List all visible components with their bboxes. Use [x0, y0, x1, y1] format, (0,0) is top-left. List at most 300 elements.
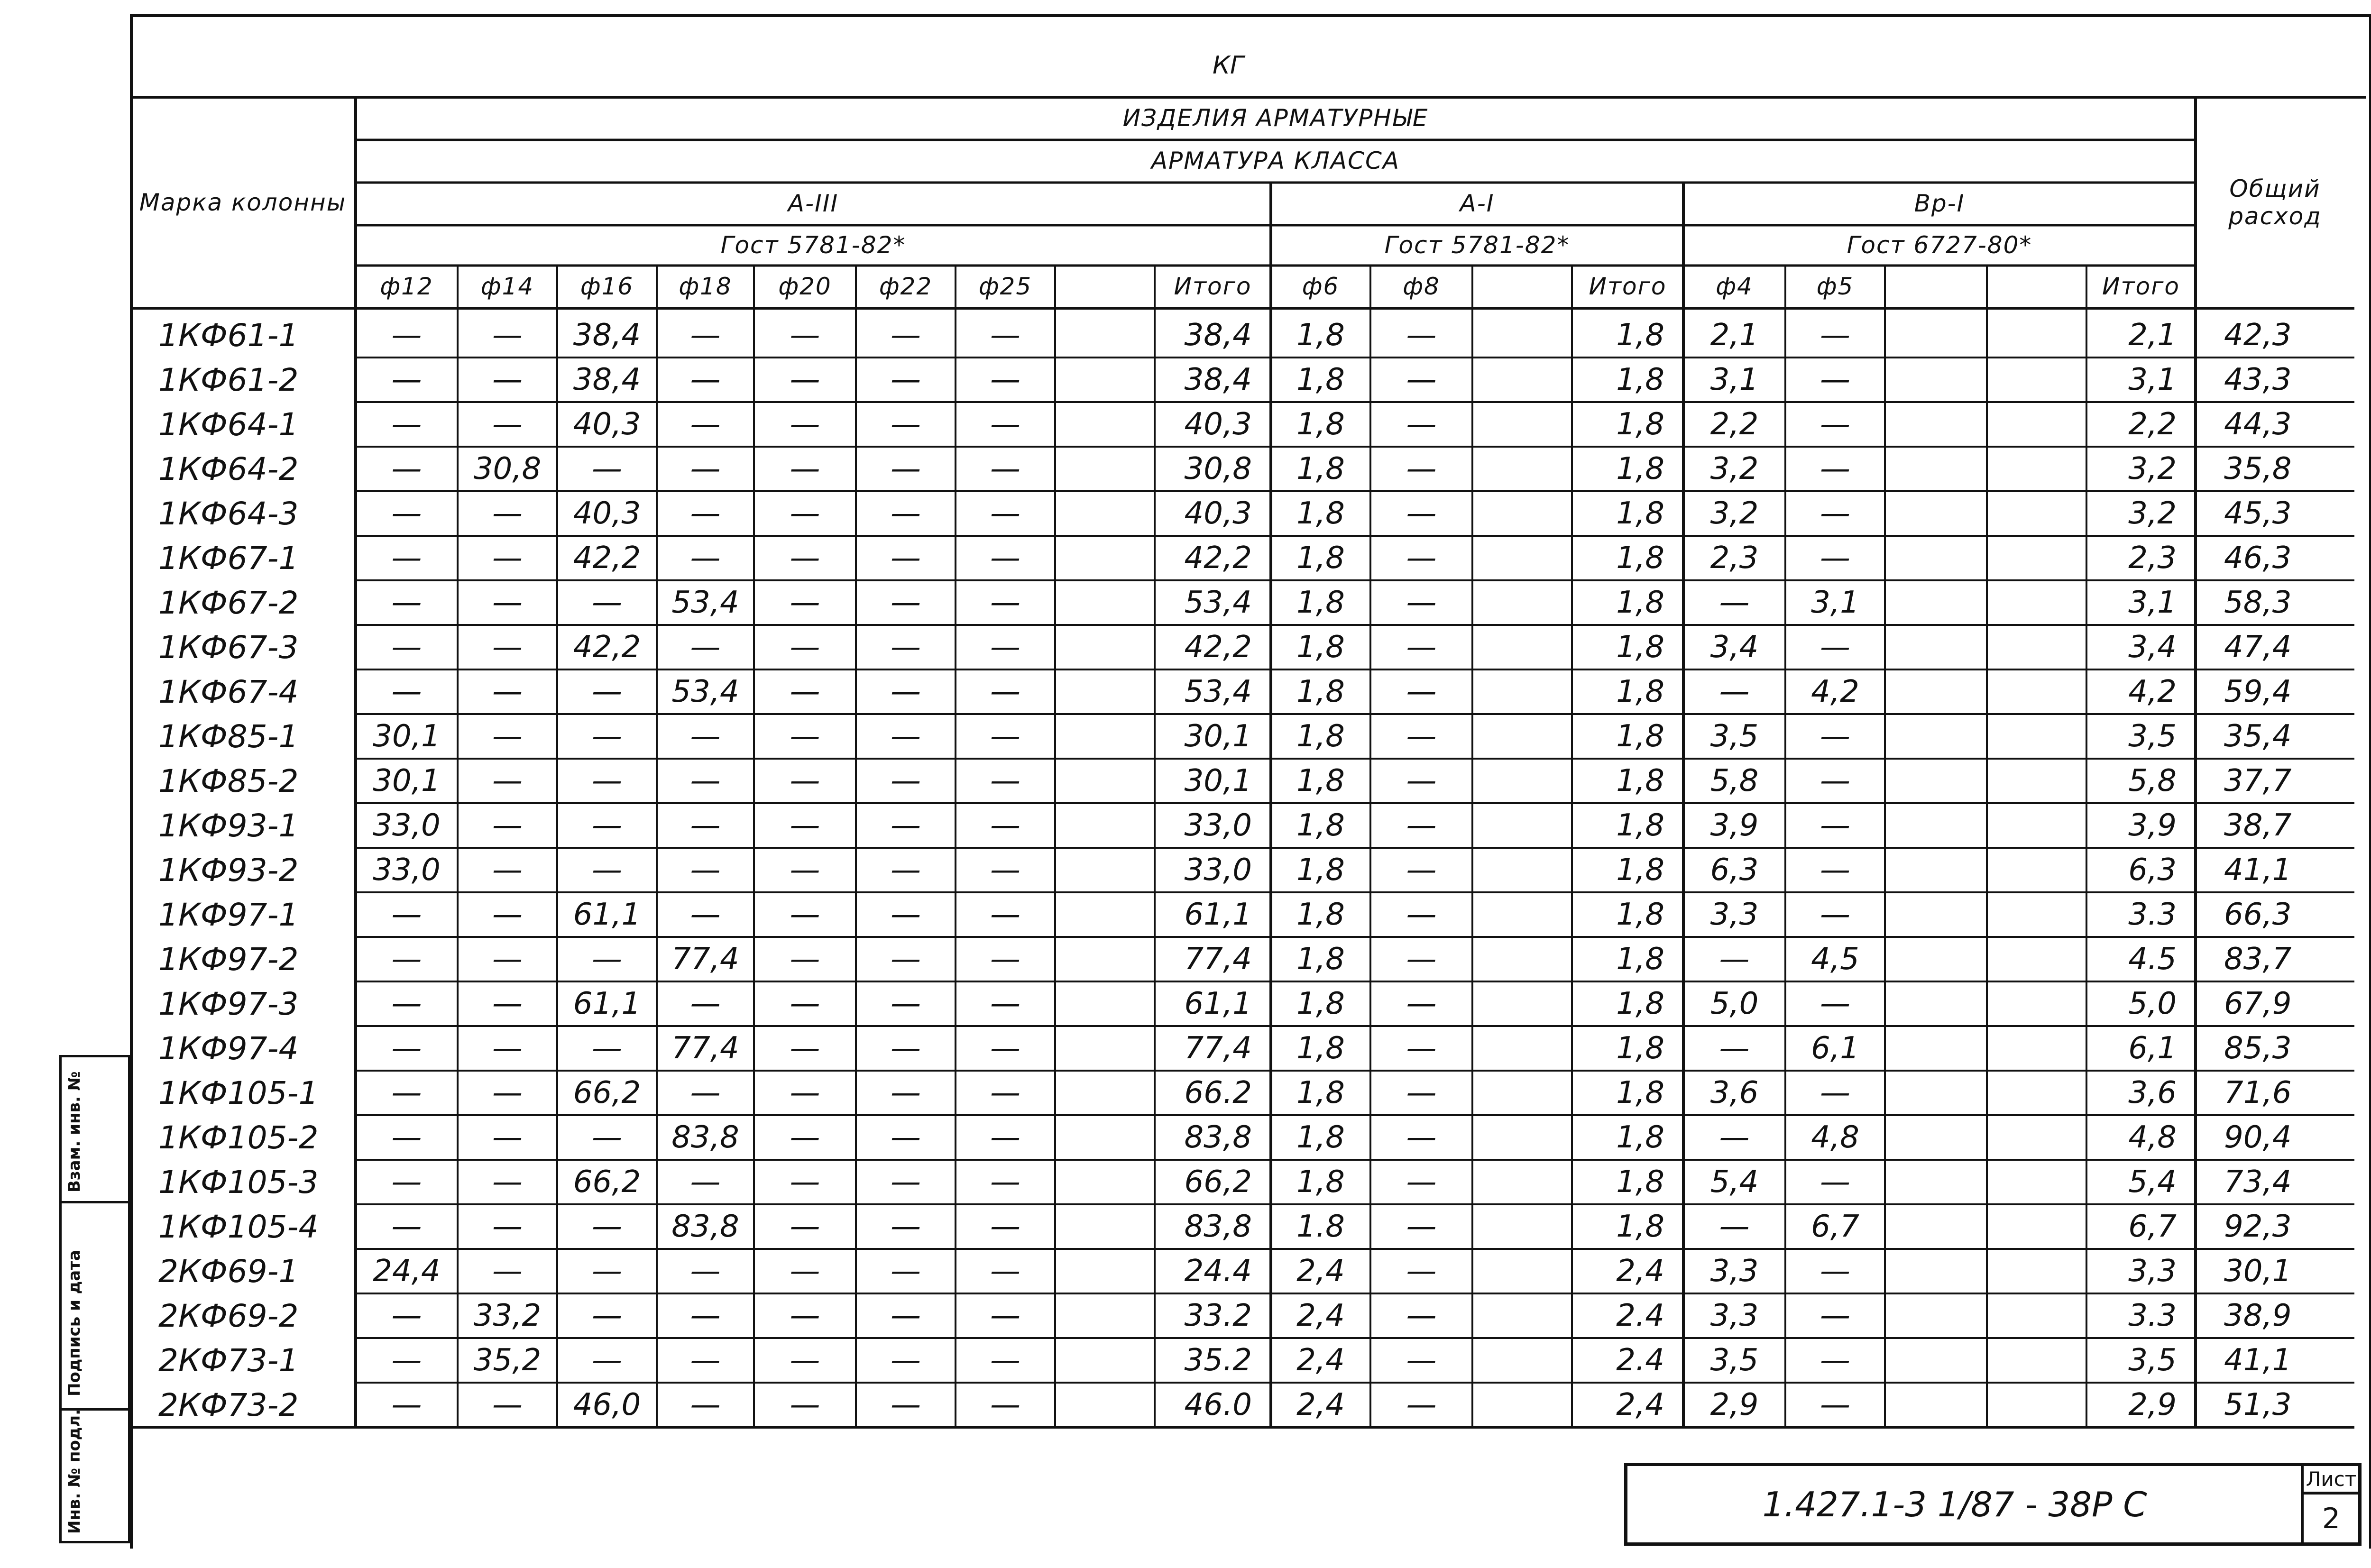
rebar-weight-cell: — [1406, 1298, 1437, 1333]
rebar-weight-cell: — [790, 362, 820, 397]
rebar-weight-cell [1885, 1160, 1987, 1204]
subtotal-cell: 61,1 [1184, 986, 1252, 1021]
rebar-weight-cell: 61,1 [573, 897, 641, 932]
subtotal-cell: 40,3 [1184, 496, 1252, 531]
rebar-weight-cell: — [790, 674, 820, 709]
rebar-weight-cell: — [891, 1165, 921, 1200]
rebar-weight-cell: 3,3 [1710, 1254, 1759, 1289]
rebar-weight-cell: 1,8 [1296, 407, 1345, 442]
rebar-weight-cell [1987, 1071, 2086, 1115]
subtotal-cell: 1,8 [1616, 1075, 1664, 1110]
subtotal-cell: 2,3 [2128, 541, 2177, 576]
rebar-weight-cell: 30,8 [473, 451, 542, 486]
subtotal-cell: 3,1 [2128, 585, 2177, 620]
rebar-weight-cell: 1,8 [1296, 1031, 1345, 1066]
diameter-column-header: ф12 [380, 273, 433, 301]
rebar-weight-cell: — [990, 585, 1020, 620]
rebar-weight-cell [1055, 669, 1155, 714]
rebar-weight-cell: 1,8 [1296, 853, 1345, 888]
rebar-weight-cell [1472, 1249, 1572, 1293]
subtotal-cell: 3,2 [2128, 451, 2177, 486]
stamp-signature-label: Подпись и дата [65, 1250, 84, 1396]
rebar-weight-cell: — [790, 1209, 820, 1244]
rebar-weight-cell: — [891, 897, 921, 932]
diameter-column-header: Итого [2102, 273, 2180, 301]
rebar-weight-cell: — [592, 808, 622, 843]
rebar-weight-cell: — [492, 496, 523, 531]
rebar-weight-cell: — [1820, 1298, 1850, 1333]
subtotal-cell: 38,4 [1184, 362, 1252, 397]
column-mark-cell: 1КФ67-1 [158, 540, 299, 577]
rebar-weight-cell [1472, 1293, 1572, 1338]
rebar-weight-cell [1472, 803, 1572, 848]
rebar-weight-cell: — [891, 496, 921, 531]
rebar-weight-cell: — [891, 1075, 921, 1110]
rebar-weight-cell: — [790, 986, 820, 1021]
diameter-column-header [1055, 266, 1155, 308]
rebar-weight-cell [1885, 580, 1987, 625]
rebar-weight-cell: — [990, 1387, 1020, 1422]
rebar-weight-cell: — [1719, 585, 1750, 620]
total-consumption-cell: 59,4 [2224, 674, 2292, 709]
subtotal-cell: 1,8 [1616, 630, 1664, 665]
rebar-weight-cell [1885, 1383, 1987, 1427]
rebar-weight-cell: — [790, 585, 820, 620]
rebar-weight-cell: 1.8 [1296, 1209, 1345, 1244]
rebar-weight-cell: — [391, 1120, 422, 1155]
diameter-column-header: ф22 [879, 273, 933, 301]
subtotal-cell: 1,8 [1616, 1031, 1664, 1066]
rebar-weight-cell: — [592, 942, 622, 977]
rebar-weight-cell: 1,8 [1296, 897, 1345, 932]
subtotal-cell: 1,8 [1616, 318, 1664, 353]
column-mark-cell: 1КФ105-2 [158, 1119, 319, 1156]
rebar-weight-cell [1885, 1071, 1987, 1115]
rebar-weight-cell [1055, 714, 1155, 759]
rebar-weight-cell: — [492, 541, 523, 576]
rebar-weight-cell [1055, 447, 1155, 491]
rebar-weight-cell [1472, 848, 1572, 892]
subtotal-cell: 1,8 [1616, 808, 1664, 843]
rebar-weight-cell: — [790, 1031, 820, 1066]
rebar-weight-cell [1885, 447, 1987, 491]
total-consumption-cell: 73,4 [2224, 1165, 2292, 1200]
rebar-weight-cell: — [1719, 1209, 1750, 1244]
subtotal-cell: 61,1 [1184, 897, 1252, 932]
rebar-weight-cell: — [1719, 1120, 1750, 1155]
total-consumption-cell: 85,3 [2224, 1031, 2292, 1066]
document-code: 1.427.1-3 1/87 - 38Р С [1762, 1484, 2147, 1524]
rebar-weight-cell: — [990, 1254, 1020, 1289]
gost-group-0: Гост 5781-82* [720, 231, 906, 259]
rebar-weight-cell: 3,2 [1710, 451, 1759, 486]
rebar-weight-cell [1472, 1383, 1572, 1427]
rebar-weight-cell: — [1406, 318, 1437, 353]
subtotal-cell: 6,1 [2128, 1031, 2177, 1066]
subtotal-cell: 66,2 [1184, 1165, 1252, 1200]
rebar-weight-cell: 2,2 [1710, 407, 1759, 442]
rebar-weight-cell [1055, 803, 1155, 848]
rebar-weight-cell: 1,8 [1296, 942, 1345, 977]
rebar-weight-cell: 5,4 [1710, 1165, 1759, 1200]
rebar-weight-cell: — [492, 1254, 523, 1289]
rebar-weight-cell: — [492, 808, 523, 843]
rebar-weight-cell: 3,9 [1710, 808, 1759, 843]
rebar-weight-cell [1885, 714, 1987, 759]
rebar-weight-cell: — [492, 630, 523, 665]
rebar-weight-cell: 1,8 [1296, 496, 1345, 531]
column-mark-cell: 1КФ105-3 [158, 1164, 319, 1201]
rebar-weight-cell: — [1406, 763, 1437, 798]
rebar-weight-cell [1885, 803, 1987, 848]
subtotal-cell: 3,9 [2128, 808, 2177, 843]
mark-column-header: Марка колонны [139, 188, 347, 216]
rebar-weight-cell: — [492, 853, 523, 888]
rebar-weight-cell: — [1406, 1343, 1437, 1378]
subtotal-cell: 3,3 [2128, 1254, 2177, 1289]
rebar-weight-cell: 3,1 [1811, 585, 1859, 620]
column-mark-cell: 1КФ85-1 [158, 718, 299, 755]
rebar-weight-cell: — [492, 674, 523, 709]
rebar-weight-cell: — [492, 318, 523, 353]
rebar-weight-cell [1055, 1293, 1155, 1338]
rebar-weight-cell: — [391, 496, 422, 531]
rebar-weight-cell [1472, 1160, 1572, 1204]
subtotal-cell: 83,8 [1184, 1120, 1252, 1155]
subtotal-cell: 3,4 [2128, 630, 2177, 665]
rebar-weight-cell: — [790, 719, 820, 754]
rebar-weight-cell: — [592, 1298, 622, 1333]
total-consumption-cell: 47,4 [2224, 630, 2292, 665]
rebar-weight-cell [1885, 981, 1987, 1026]
rebar-weight-cell: — [391, 897, 422, 932]
rebar-weight-cell: — [990, 853, 1020, 888]
rebar-weight-cell: — [990, 1298, 1020, 1333]
rebar-weight-cell: — [891, 1209, 921, 1244]
rebar-weight-cell: — [492, 1031, 523, 1066]
rebar-weight-cell: 1,8 [1296, 630, 1345, 665]
total-consumption-cell: 51,3 [2224, 1387, 2292, 1422]
rebar-weight-cell: — [891, 719, 921, 754]
subtotal-cell: 1,8 [1616, 496, 1664, 531]
subtotal-cell: 2.4 [1616, 1343, 1664, 1378]
rebar-weight-cell: — [1820, 1075, 1850, 1110]
rebar-weight-cell: — [891, 674, 921, 709]
rebar-weight-cell: 4,5 [1811, 942, 1859, 977]
total-consumption-cell: 58,3 [2224, 585, 2292, 620]
rebar-weight-cell: — [391, 1387, 422, 1422]
rebar-weight-cell: — [391, 942, 422, 977]
rebar-weight-cell: 3,5 [1710, 1343, 1759, 1378]
rebar-weight-cell: 1,8 [1296, 1165, 1345, 1200]
rebar-weight-cell: — [790, 942, 820, 977]
rebar-weight-cell: 83,8 [671, 1120, 739, 1155]
rebar-weight-cell: — [790, 1254, 820, 1289]
rebar-weight-cell [1472, 981, 1572, 1026]
total-consumption-cell: 44,3 [2224, 407, 2292, 442]
rebar-weight-cell: — [891, 1387, 921, 1422]
rebar-weight-cell [1472, 1071, 1572, 1115]
rebar-weight-cell [1885, 669, 1987, 714]
rebar-weight-cell: — [492, 1209, 523, 1244]
rebar-weight-cell: 1,8 [1296, 808, 1345, 843]
rebar-weight-cell: — [891, 763, 921, 798]
rebar-weight-cell: 6,7 [1811, 1209, 1859, 1244]
rebar-weight-cell [1055, 759, 1155, 803]
rebar-weight-cell: — [891, 541, 921, 576]
rebar-weight-cell: 5,0 [1710, 986, 1759, 1021]
rebar-weight-cell: — [990, 808, 1020, 843]
rebar-weight-cell [1472, 491, 1572, 536]
total-consumption-cell: 41,1 [2224, 1343, 2292, 1378]
rebar-weight-cell: 3,3 [1710, 897, 1759, 932]
total-consumption-cell: 42,3 [2224, 318, 2292, 353]
rebar-weight-cell: 66,2 [573, 1075, 641, 1110]
rebar-weight-cell: — [1406, 496, 1437, 531]
subtotal-cell: 1,8 [1616, 362, 1664, 397]
column-mark-cell: 1КФ64-2 [158, 450, 299, 487]
rebar-weight-cell [1987, 1249, 2086, 1293]
subtotal-cell: 66.2 [1184, 1075, 1252, 1110]
rebar-weight-cell [1987, 759, 2086, 803]
rebar-weight-cell: 46,0 [573, 1387, 641, 1422]
rebar-weight-cell [1885, 1115, 1987, 1160]
column-mark-cell: 2КФ69-1 [158, 1253, 299, 1290]
rebar-weight-cell: 42,2 [573, 541, 641, 576]
rebar-weight-cell [1472, 447, 1572, 491]
rebar-weight-cell: 2,4 [1296, 1254, 1345, 1289]
rebar-weight-cell [1885, 358, 1987, 402]
rebar-weight-cell: — [690, 808, 721, 843]
subtotal-cell: 35.2 [1184, 1343, 1252, 1378]
rebar-weight-cell: — [790, 318, 820, 353]
subtotal-cell: 2,1 [2128, 318, 2177, 353]
rebar-weight-cell: — [1820, 541, 1850, 576]
rebar-weight-cell: — [690, 1165, 721, 1200]
rebar-weight-cell: — [1406, 1387, 1437, 1422]
subtotal-cell: 3,1 [2128, 362, 2177, 397]
column-mark-cell: 1КФ67-3 [158, 629, 299, 666]
rebar-weight-cell: 2,1 [1710, 318, 1759, 353]
rebar-weight-cell [1055, 1383, 1155, 1427]
rebar-weight-cell: — [990, 763, 1020, 798]
subtotal-cell: 77,4 [1184, 1031, 1252, 1066]
rebar-weight-cell: — [1406, 1075, 1437, 1110]
rebar-weight-cell: — [1406, 630, 1437, 665]
rebar-weight-cell [1472, 1204, 1572, 1249]
rebar-weight-cell: — [592, 719, 622, 754]
total-consumption-cell: 45,3 [2224, 496, 2292, 531]
rebar-weight-cell: — [1820, 407, 1850, 442]
rebar-weight-cell [1055, 1115, 1155, 1160]
rebar-weight-cell [1472, 669, 1572, 714]
rebar-weight-cell [1472, 313, 1572, 358]
rebar-weight-cell: 3,5 [1710, 719, 1759, 754]
subtotal-cell: 1,8 [1616, 451, 1664, 486]
rebar-weight-cell: — [690, 763, 721, 798]
rebar-weight-cell: — [690, 318, 721, 353]
rebar-weight-cell: — [1406, 1120, 1437, 1155]
total-consumption-cell: 37,7 [2224, 763, 2292, 798]
rebar-weight-cell: 1,8 [1296, 451, 1345, 486]
rebar-weight-cell [1472, 892, 1572, 937]
column-mark-cell: 1КФ64-1 [158, 406, 299, 443]
rebar-weight-cell: — [990, 451, 1020, 486]
rebar-weight-cell [1885, 937, 1987, 981]
rebar-weight-cell [1472, 1026, 1572, 1071]
rebar-weight-cell [1885, 313, 1987, 358]
rebar-weight-cell: 24,4 [373, 1254, 441, 1289]
rebar-weight-cell [1987, 848, 2086, 892]
rebar-weight-cell: 2,4 [1296, 1298, 1345, 1333]
rebar-weight-cell: — [690, 496, 721, 531]
column-mark-cell: 2КФ69-2 [158, 1297, 299, 1334]
diameter-column-header: ф16 [580, 273, 634, 301]
rebar-weight-cell [1885, 759, 1987, 803]
subtotal-cell: 1,8 [1616, 853, 1664, 888]
subtotal-cell: 3,5 [2128, 1343, 2177, 1378]
subtotal-cell: 33,0 [1184, 853, 1252, 888]
rebar-weight-cell: — [492, 585, 523, 620]
rebar-weight-cell: — [1820, 1165, 1850, 1200]
rebar-weight-cell: — [690, 407, 721, 442]
subtotal-cell: 2,4 [1616, 1254, 1664, 1289]
subtotal-cell: 42,2 [1184, 630, 1252, 665]
rebar-weight-cell [1472, 358, 1572, 402]
subtotal-cell: 40,3 [1184, 407, 1252, 442]
rebar-weight-cell: — [592, 1209, 622, 1244]
rebar-weight-cell: — [1406, 853, 1437, 888]
subtotal-cell: 83,8 [1184, 1209, 1252, 1244]
rebar-weight-cell: — [790, 496, 820, 531]
rebar-weight-cell: — [990, 942, 1020, 977]
subtotal-cell: 1,8 [1616, 897, 1664, 932]
rebar-weight-cell: — [1406, 986, 1437, 1021]
rebar-weight-cell: — [492, 1387, 523, 1422]
products-header: ИЗДЕЛИЯ АРМАТУРНЫЕ [1122, 104, 1429, 132]
rebar-weight-cell [1472, 714, 1572, 759]
rebar-weight-cell: 1,8 [1296, 986, 1345, 1021]
rebar-weight-cell [1885, 1026, 1987, 1071]
rebar-weight-cell: — [690, 630, 721, 665]
class-group-0: А-III [788, 190, 839, 218]
rebar-weight-cell: 53,4 [671, 585, 739, 620]
total-consumption-cell: 38,7 [2224, 808, 2292, 843]
class-header: АРМАТУРА КЛАССА [1151, 147, 1400, 175]
rebar-weight-cell: — [391, 451, 422, 486]
diameter-column-header: ф25 [978, 273, 1032, 301]
title-block [1624, 1463, 2362, 1546]
rebar-weight-cell: — [492, 719, 523, 754]
rebar-weight-cell: — [1406, 897, 1437, 932]
rebar-weight-cell: — [690, 1075, 721, 1110]
subtotal-cell: 1,8 [1616, 986, 1664, 1021]
rebar-weight-cell: — [891, 1031, 921, 1066]
rebar-weight-cell: 77,4 [671, 942, 739, 977]
rebar-weight-cell [1987, 1115, 2086, 1160]
rebar-weight-cell [1885, 402, 1987, 447]
rebar-weight-cell: — [990, 496, 1020, 531]
rebar-weight-cell: 1,8 [1296, 1120, 1345, 1155]
rebar-weight-cell: 1,8 [1296, 585, 1345, 620]
subtotal-cell: 53,4 [1184, 585, 1252, 620]
rebar-weight-cell: 1,8 [1296, 362, 1345, 397]
subtotal-cell: 1,8 [1616, 674, 1664, 709]
rebar-weight-cell [1885, 1338, 1987, 1383]
rebar-weight-cell [1987, 937, 2086, 981]
rebar-weight-cell [1472, 937, 1572, 981]
rebar-weight-cell: — [391, 1075, 422, 1110]
rebar-weight-cell: — [1406, 1254, 1437, 1289]
column-mark-cell: 2КФ73-1 [158, 1342, 299, 1379]
rebar-weight-cell: — [1820, 362, 1850, 397]
subtotal-cell: 33.2 [1184, 1298, 1252, 1333]
rebar-weight-cell: — [391, 541, 422, 576]
rebar-weight-cell: — [592, 1254, 622, 1289]
rebar-weight-cell: — [690, 986, 721, 1021]
rebar-weight-cell: — [1406, 1165, 1437, 1200]
rebar-weight-cell: — [790, 1387, 820, 1422]
subtotal-cell: 6,7 [2128, 1209, 2177, 1244]
rebar-weight-cell: — [690, 541, 721, 576]
rebar-weight-cell: — [1820, 763, 1850, 798]
rebar-weight-cell [1055, 981, 1155, 1026]
diameter-column-header: ф20 [778, 273, 832, 301]
rebar-weight-cell: 1,8 [1296, 674, 1345, 709]
rebar-weight-cell [1472, 625, 1572, 669]
subtotal-cell: 3,6 [2128, 1075, 2177, 1110]
rebar-weight-cell: — [1820, 451, 1850, 486]
rebar-weight-cell [1885, 892, 1987, 937]
rebar-weight-cell: — [690, 897, 721, 932]
class-group-2: Вр-I [1914, 190, 1965, 218]
rebar-weight-cell: — [592, 674, 622, 709]
subtotal-cell: 5,8 [2128, 763, 2177, 798]
rebar-weight-cell: — [790, 1165, 820, 1200]
rebar-weight-cell: — [391, 407, 422, 442]
subtotal-cell: 3.3 [2128, 897, 2177, 932]
rebar-weight-cell: — [1719, 674, 1750, 709]
rebar-weight-cell: — [391, 585, 422, 620]
rebar-weight-cell: — [592, 585, 622, 620]
rebar-weight-cell: — [891, 853, 921, 888]
rebar-weight-cell: — [391, 674, 422, 709]
rebar-weight-cell: 1,8 [1296, 318, 1345, 353]
rebar-weight-cell [1885, 848, 1987, 892]
column-mark-cell: 1КФ93-2 [158, 852, 299, 889]
total-consumption-cell: 41,1 [2224, 853, 2292, 888]
subtotal-cell: 1,8 [1616, 407, 1664, 442]
rebar-weight-cell: — [690, 362, 721, 397]
column-mark-cell: 1КФ64-3 [158, 495, 299, 532]
rebar-weight-cell: — [690, 1254, 721, 1289]
subtotal-cell: 5,0 [2128, 986, 2177, 1021]
rebar-weight-cell [1987, 892, 2086, 937]
subtotal-cell: 3.3 [2128, 1298, 2177, 1333]
section-code: КГ [1213, 51, 1244, 80]
subtotal-cell: 1,8 [1616, 719, 1664, 754]
rebar-weight-cell: 2,4 [1296, 1343, 1345, 1378]
rebar-weight-cell: — [990, 1343, 1020, 1378]
rebar-weight-cell: 4,8 [1811, 1120, 1859, 1155]
rebar-weight-cell: — [1406, 541, 1437, 576]
diameter-column-header: ф6 [1302, 273, 1340, 301]
rebar-weight-cell: — [891, 1254, 921, 1289]
rebar-weight-cell: — [891, 630, 921, 665]
rebar-weight-cell: 5,8 [1710, 763, 1759, 798]
rebar-weight-cell: — [1820, 897, 1850, 932]
subtotal-cell: 30,1 [1184, 763, 1252, 798]
